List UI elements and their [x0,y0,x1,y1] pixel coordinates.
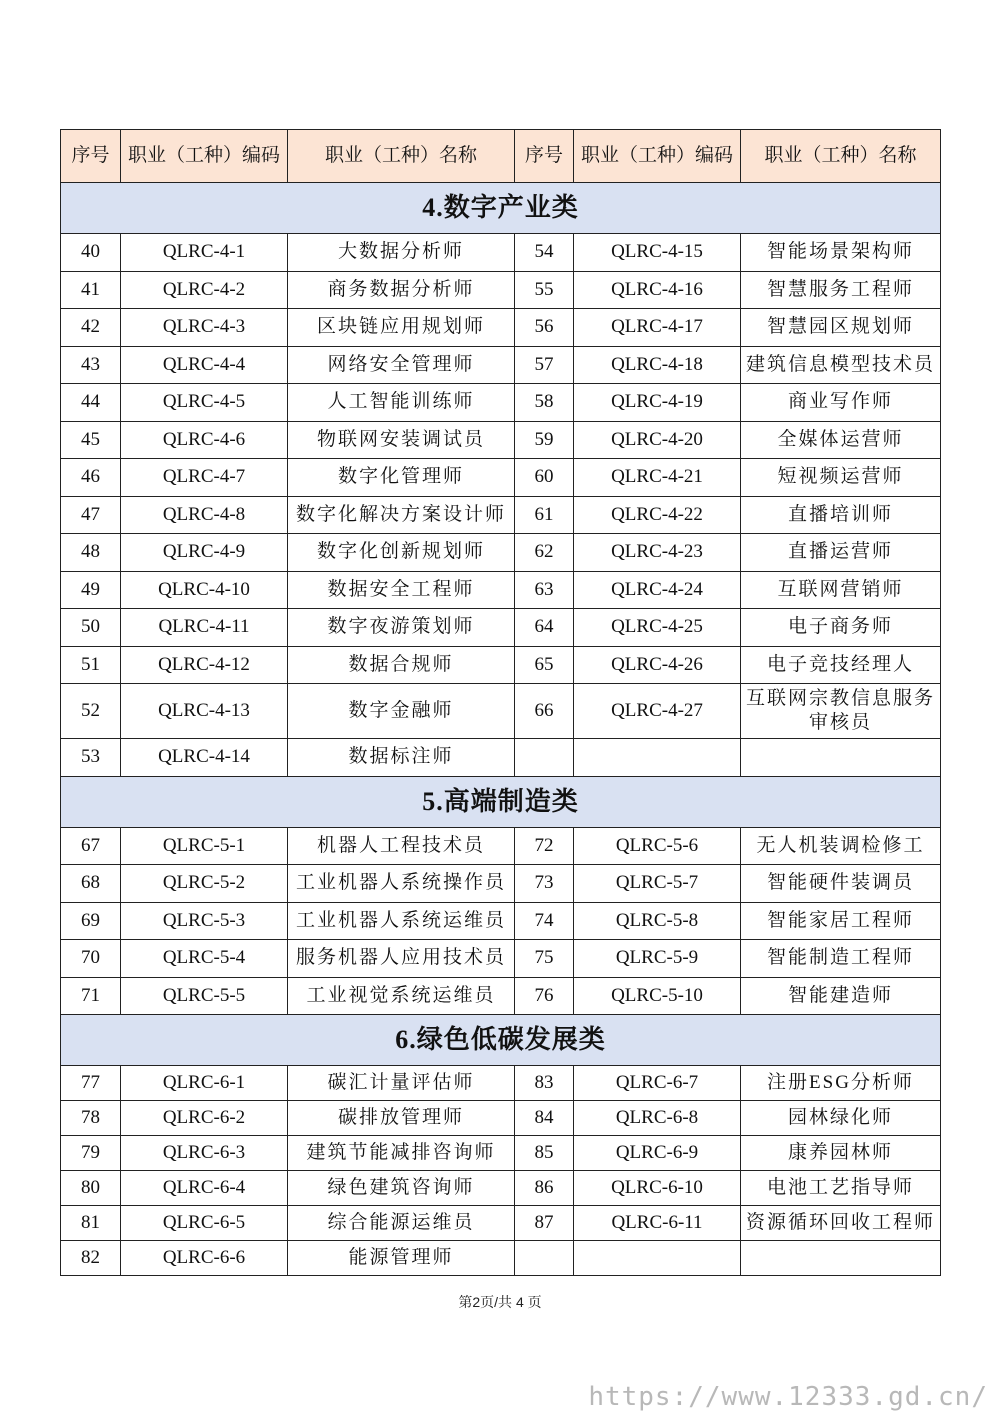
right-code-cell: QLRC-4-26 [574,646,741,684]
left-index-cell: 68 [61,865,121,903]
left-index-cell: 43 [61,346,121,384]
left-name-cell: 数据安全工程师 [288,571,515,609]
right-code-cell: QLRC-5-8 [574,902,741,940]
table-row [61,1206,941,1241]
table-row [61,571,941,609]
left-index-cell: 53 [61,739,121,777]
table-row [61,1136,941,1171]
right-index-cell: 86 [515,1171,574,1206]
left-name-cell: 商务数据分析师 [288,271,515,309]
right-name-cell: 智能场景架构师 [741,234,941,272]
left-code-cell: QLRC-4-13 [121,684,288,739]
table-row [61,1066,941,1101]
left-name-cell: 数字化管理师 [288,459,515,497]
left-name-cell: 建筑节能减排咨询师 [288,1136,515,1171]
right-code-cell: QLRC-4-16 [574,271,741,309]
right-name-cell: 园林绿化师 [741,1101,941,1136]
right-index-cell: 73 [515,865,574,903]
right-code-cell: QLRC-5-6 [574,827,741,865]
table-row [61,684,941,739]
left-code-cell: QLRC-4-4 [121,346,288,384]
section-header-row [61,1015,941,1066]
left-name-cell: 物联网安装调试员 [288,421,515,459]
right-code-cell: QLRC-4-24 [574,571,741,609]
left-name-cell: 碳汇计量评估师 [288,1066,515,1101]
table-row [61,609,941,647]
right-code-cell: QLRC-4-15 [574,234,741,272]
right-name-cell: 电子竞技经理人 [741,646,941,684]
right-code-cell: QLRC-4-21 [574,459,741,497]
right-index-cell: 87 [515,1206,574,1241]
right-code-cell: QLRC-4-22 [574,496,741,534]
left-name-cell: 人工智能训练师 [288,384,515,422]
left-name-cell: 碳排放管理师 [288,1101,515,1136]
left-code-cell: QLRC-6-4 [121,1171,288,1206]
left-name-cell: 数字化解决方案设计师 [288,496,515,534]
right-index-cell: 66 [515,684,574,739]
left-name-cell: 数据合规师 [288,646,515,684]
right-code-cell: QLRC-5-10 [574,977,741,1015]
left-code-cell: QLRC-6-3 [121,1136,288,1171]
left-index-cell: 46 [61,459,121,497]
left-code-cell: QLRC-4-10 [121,571,288,609]
table-row [61,496,941,534]
right-index-cell: 72 [515,827,574,865]
left-code-cell: QLRC-6-6 [121,1241,288,1276]
left-index-cell: 45 [61,421,121,459]
section-title: 6.绿色低碳发展类 [61,1015,941,1066]
right-name-cell: 电池工艺指导师 [741,1171,941,1206]
left-name-cell: 工业视觉系统运维员 [288,977,515,1015]
header-cell-code-left: 职业（工种）编码 [121,130,288,183]
left-name-cell: 绿色建筑咨询师 [288,1171,515,1206]
table-row [61,977,941,1015]
header-cell-name-right: 职业（工种）名称 [741,130,941,183]
left-code-cell: QLRC-4-9 [121,534,288,572]
table-row [61,646,941,684]
right-name-cell: 智慧服务工程师 [741,271,941,309]
left-code-cell: QLRC-4-5 [121,384,288,422]
left-name-cell: 数字金融师 [288,684,515,739]
table-row [61,1171,941,1206]
right-index-cell: 56 [515,309,574,347]
left-code-cell: QLRC-5-5 [121,977,288,1015]
table-row [61,309,941,347]
right-name-cell: 智能建造师 [741,977,941,1015]
right-code-cell: QLRC-4-17 [574,309,741,347]
right-code-cell: QLRC-4-27 [574,684,741,739]
right-index-cell: 59 [515,421,574,459]
right-index-cell: 62 [515,534,574,572]
right-index-cell: 54 [515,234,574,272]
left-name-cell: 数字化创新规划师 [288,534,515,572]
right-index-cell: 83 [515,1066,574,1101]
left-name-cell: 能源管理师 [288,1241,515,1276]
left-code-cell: QLRC-4-6 [121,421,288,459]
right-name-cell: 智能制造工程师 [741,940,941,978]
header-cell-name-left: 职业（工种）名称 [288,130,515,183]
section-title: 4.数字产业类 [61,183,941,234]
left-index-cell: 79 [61,1136,121,1171]
right-code-cell: QLRC-6-10 [574,1171,741,1206]
left-code-cell: QLRC-5-3 [121,902,288,940]
left-code-cell: QLRC-4-7 [121,459,288,497]
right-code-cell: QLRC-4-23 [574,534,741,572]
header-cell-index-left: 序号 [61,130,121,183]
right-name-cell: 商业写作师 [741,384,941,422]
left-index-cell: 82 [61,1241,121,1276]
left-index-cell: 78 [61,1101,121,1136]
left-code-cell: QLRC-5-2 [121,865,288,903]
left-code-cell: QLRC-4-1 [121,234,288,272]
watermark-url: https://www.12333.gd.cn/ [588,1382,988,1412]
right-index-cell: 58 [515,384,574,422]
left-index-cell: 70 [61,940,121,978]
right-name-cell: 短视频运营师 [741,459,941,497]
right-index-cell: 60 [515,459,574,497]
right-name-cell: 无人机装调检修工 [741,827,941,865]
table-row [61,271,941,309]
left-code-cell: QLRC-5-4 [121,940,288,978]
table-row [61,739,941,777]
right-index-cell: 74 [515,902,574,940]
right-index-cell: 85 [515,1136,574,1171]
table-row [61,1241,941,1276]
header-cell-code-right: 职业（工种）编码 [574,130,741,183]
table-row [61,421,941,459]
table-row [61,534,941,572]
right-code-cell: QLRC-4-25 [574,609,741,647]
right-name-cell: 互联网宗教信息服务审核员 [741,684,941,739]
right-name-cell: 注册ESG分析师 [741,1066,941,1101]
right-code-cell: QLRC-4-18 [574,346,741,384]
left-code-cell: QLRC-4-8 [121,496,288,534]
left-index-cell: 52 [61,684,121,739]
right-name-cell: 直播培训师 [741,496,941,534]
left-code-cell: QLRC-6-5 [121,1206,288,1241]
right-name-cell [741,1241,941,1276]
left-name-cell: 数据标注师 [288,739,515,777]
left-code-cell: QLRC-4-11 [121,609,288,647]
left-name-cell: 区块链应用规划师 [288,309,515,347]
right-index-cell: 84 [515,1101,574,1136]
right-index-cell [515,739,574,777]
left-index-cell: 47 [61,496,121,534]
right-code-cell: QLRC-4-19 [574,384,741,422]
left-index-cell: 41 [61,271,121,309]
table-row [61,346,941,384]
right-index-cell: 75 [515,940,574,978]
right-code-cell: QLRC-6-7 [574,1066,741,1101]
left-index-cell: 42 [61,309,121,347]
right-name-cell: 建筑信息模型技术员 [741,346,941,384]
left-index-cell: 80 [61,1171,121,1206]
right-index-cell: 64 [515,609,574,647]
left-index-cell: 44 [61,384,121,422]
right-code-cell: QLRC-5-7 [574,865,741,903]
right-code-cell [574,739,741,777]
table-row [61,902,941,940]
left-code-cell: QLRC-6-1 [121,1066,288,1101]
left-code-cell: QLRC-4-3 [121,309,288,347]
page-footer: 第2页/共 4 页 [458,1294,542,1310]
table-row [61,865,941,903]
table-row [61,459,941,497]
right-name-cell: 互联网营销师 [741,571,941,609]
right-code-cell: QLRC-5-9 [574,940,741,978]
right-index-cell: 76 [515,977,574,1015]
right-index-cell: 61 [515,496,574,534]
right-code-cell: QLRC-4-20 [574,421,741,459]
left-index-cell: 49 [61,571,121,609]
left-name-cell: 机器人工程技术员 [288,827,515,865]
right-index-cell: 55 [515,271,574,309]
left-index-cell: 77 [61,1066,121,1101]
section-header-row [61,776,941,827]
right-name-cell: 全媒体运营师 [741,421,941,459]
section-header-row [61,183,941,234]
left-index-cell: 71 [61,977,121,1015]
left-index-cell: 40 [61,234,121,272]
left-name-cell: 工业机器人系统操作员 [288,865,515,903]
right-name-cell: 资源循环回收工程师 [741,1206,941,1241]
right-index-cell: 57 [515,346,574,384]
left-name-cell: 网络安全管理师 [288,346,515,384]
table-row [61,1101,941,1136]
right-name-cell: 直播运营师 [741,534,941,572]
right-code-cell: QLRC-6-11 [574,1206,741,1241]
left-index-cell: 67 [61,827,121,865]
right-code-cell [574,1241,741,1276]
left-name-cell: 综合能源运维员 [288,1206,515,1241]
left-name-cell: 服务机器人应用技术员 [288,940,515,978]
occupation-table [60,129,941,1276]
right-name-cell: 康养园林师 [741,1136,941,1171]
left-code-cell: QLRC-4-12 [121,646,288,684]
left-name-cell: 大数据分析师 [288,234,515,272]
table-row [61,234,941,272]
table-row [61,827,941,865]
right-name-cell: 智慧园区规划师 [741,309,941,347]
left-code-cell: QLRC-4-2 [121,271,288,309]
left-name-cell: 工业机器人系统运维员 [288,902,515,940]
right-name-cell [741,739,941,777]
section-title: 5.高端制造类 [61,776,941,827]
left-name-cell: 数字夜游策划师 [288,609,515,647]
left-code-cell: QLRC-4-14 [121,739,288,777]
table-row [61,940,941,978]
left-index-cell: 81 [61,1206,121,1241]
left-code-cell: QLRC-5-1 [121,827,288,865]
right-index-cell: 65 [515,646,574,684]
left-index-cell: 50 [61,609,121,647]
left-code-cell: QLRC-6-2 [121,1101,288,1136]
table-row [61,384,941,422]
right-code-cell: QLRC-6-8 [574,1101,741,1136]
header-row [61,130,941,183]
left-index-cell: 51 [61,646,121,684]
right-index-cell [515,1241,574,1276]
right-code-cell: QLRC-6-9 [574,1136,741,1171]
header-cell-index-right: 序号 [515,130,574,183]
left-index-cell: 48 [61,534,121,572]
right-name-cell: 智能硬件装调员 [741,865,941,903]
right-name-cell: 智能家居工程师 [741,902,941,940]
right-name-cell: 电子商务师 [741,609,941,647]
left-index-cell: 69 [61,902,121,940]
right-index-cell: 63 [515,571,574,609]
